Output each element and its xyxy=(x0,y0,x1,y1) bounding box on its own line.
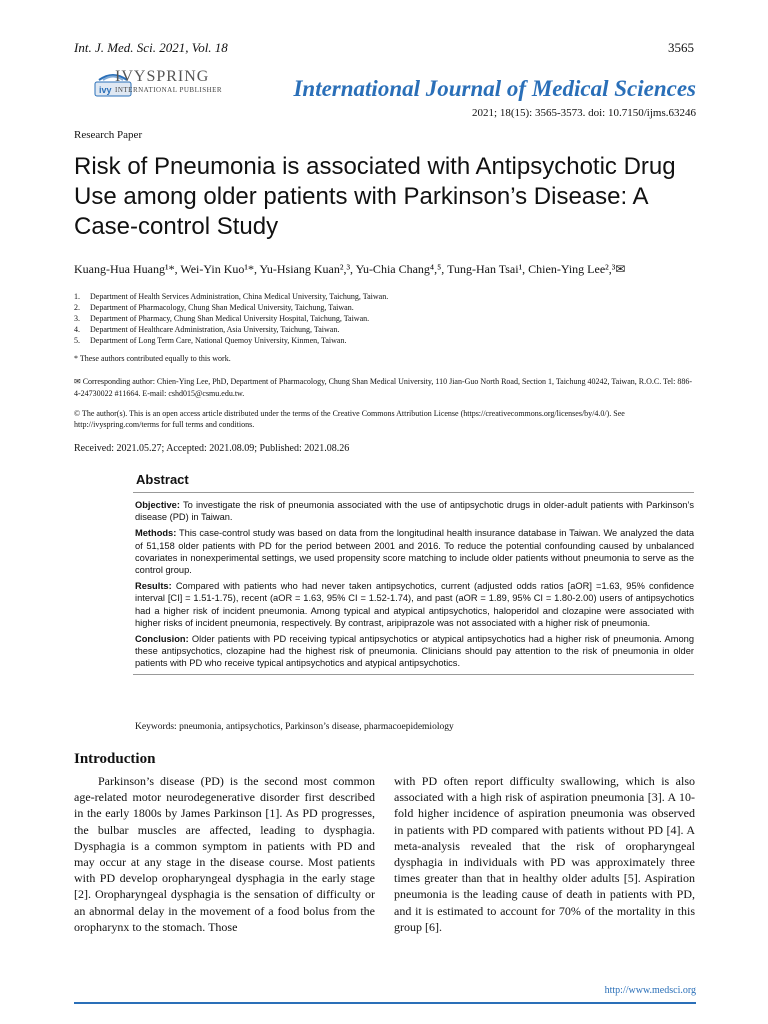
abstract-conclusion: Conclusion: Older patients with PD receiving typical antipsychotics or atypical antipsychotics had a higher risk of pneumonia. Among these antipsychotics, clozapine had the highest risk of pneumonia. Clinicians should pay attention to the risk of pneumonia in older patients with PD who receive typical antipsychotics and atypical antipsychotics. xyxy=(135,634,694,669)
affiliation-item: 3. Department of Pharmacy, Chung Shan Medical University Hospital, Taichung, Taiwan. xyxy=(74,314,370,323)
intro-paragraph-right: with PD often report difficulty swallowing, which is also associated with a high risk of aspiration pneumonia [3]. A 10-fold higher incidence of aspiration pneumonia was observed in patients with PD compared with patients without PD [4]. A meta-analysis revealed that the risk of oropharyngeal dysphagia in individuals with PD was approximately three times greater than that in healthy older adults [5]. Aspiration pneumonia is the leading cause of death in patients with PD, and it is estimated to account for 70% of the mortality in this group [6]. xyxy=(394,774,695,934)
author-list: Kuang-Hua Huang¹*, Wei-Yin Kuo¹*, Yu-Hsiang Kuan²,³, Yu-Chia Chang⁴,⁵, Tung-Han Tsai¹, Chien-Ying Lee²,³✉ xyxy=(74,262,626,276)
journal-name: International Journal of Medical Sciences xyxy=(293,76,696,101)
abstract-heading: Abstract xyxy=(136,472,189,487)
footer-journal-link[interactable]: http://www.medsci.org xyxy=(604,985,696,996)
publication-dates: Received: 2021.05.27; Accepted: 2021.08.09; Published: 2021.08.26 xyxy=(74,443,350,454)
publisher-subtitle: INTERNATIONAL PUBLISHER xyxy=(115,86,223,94)
intro-paragraph-left: Parkinson’s disease (PD) is the second most common age-related motor neurodegenerative disorder first described in the early 1800s by James Parkinson [1]. As PD progresses, the bulbar muscles are affected, leading to dysphagia. Dysphagia is a common symptom in patients with PD and may occur at any stage in the disease course. Most patients with PD develop oropharyngeal dysphagia in the early stage [2]. Oropharyngeal dysphagia is the sensation of difficulty or an abnormal delay in the movement of a food bolus from the oropharynx to the stomach. Those xyxy=(74,774,375,934)
running-header xyxy=(74,40,694,56)
running-journal-citation: Int. J. Med. Sci. 2021, Vol. 18 xyxy=(74,40,228,55)
affiliation-item: 2. Department of Pharmacology, Chung Shan Medical University, Taichung, Taiwan. xyxy=(74,303,354,312)
intro-column-left xyxy=(74,773,375,935)
equal-contribution-note: * These authors contributed equally to this work. xyxy=(74,354,231,363)
abstract-results: Results: Compared with patients who had never taken antipsychotics, current (adjusted odds ratios [aOR] =1.63, 95% confidence interval [CI] = 1.51-1.75), recent (aOR = 1.63, 95% CI = 1.52-1.74), and past (aOR = 1.89, 95% CI = 1.80-2.00) users of antipsychotics had a higher risk of incident pneumonia. Among typical and atypical antipsychotics, haloperidol and clozapine were associated with higher risks of incident pneumonia, respectively. By contrast, aripiprazole was not associated with a higher risk of pneumonia. xyxy=(135,581,694,628)
footer-divider xyxy=(74,1002,696,1004)
citation-doi: 2021; 18(15): 3565-3573. doi: 10.7150/ijms.63246 xyxy=(472,107,696,119)
paper-title: Risk of Pneumonia is associated with Antipsychotic Drug Use among older patients with Parkinson’s Disease: A Case-control Study xyxy=(74,153,676,240)
introduction-heading: Introduction xyxy=(74,751,156,767)
corresponding-author: ✉ Corresponding author: Chien-Ying Lee, PhD, Department of Pharmacology, Chung Shan Medical University, 110 Jian-Guo North Road, Section 1, Taichung 40242, Taiwan, R.O.C. Tel: 886-4-24730022 #11664. E-mail: cshd015@csmu.edu.tw. xyxy=(74,377,693,398)
page-number: 3565 xyxy=(668,40,694,55)
abstract-objective: Objective: To investigate the risk of pneumonia associated with the use of antipsychotic drugs in older-adult patients with Parkinson’s disease (PD) in Taiwan. xyxy=(135,500,694,523)
publisher-logo-text xyxy=(115,68,222,94)
affiliation-item: 5. Department of Long Term Care, National Quemoy University, Kinmen, Taiwan. xyxy=(74,336,347,345)
affiliation-item: 1. Department of Health Services Administration, China Medical University, Taichung, Taiwan. xyxy=(74,292,389,301)
intro-column-right xyxy=(394,773,695,935)
abstract-methods: Methods: This case-control study was based on data from the longitudinal health insurance database in Taiwan. We analyzed the data of 51,158 older patients with PD for the period between 2001 and 2016. To reduce the potential confounding caused by unbalanced covariates in nonexperimental settings, we used propensity score matching to include older patients without pneumonia to serve as the control group. xyxy=(135,528,694,576)
svg-text:ivy: ivy xyxy=(99,85,112,95)
publisher-name: IVYSPRING xyxy=(115,68,210,85)
keywords: Keywords: pneumonia, antipsychotics, Parkinson’s disease, pharmacoepidemiology xyxy=(135,722,454,732)
affiliation-item: 4. Department of Healthcare Administration, Asia University, Taichung, Taiwan. xyxy=(74,325,340,334)
paper-type: Research Paper xyxy=(74,129,143,141)
abstract-box xyxy=(133,492,694,675)
license-note: © The author(s). This is an open access article distributed under the terms of the Creative Commons Attribution License (https://creativecommons.org/licenses/by/4.0/). See http://ivyspring.com/terms for full terms and conditions. xyxy=(74,409,625,429)
affiliations xyxy=(74,291,674,346)
